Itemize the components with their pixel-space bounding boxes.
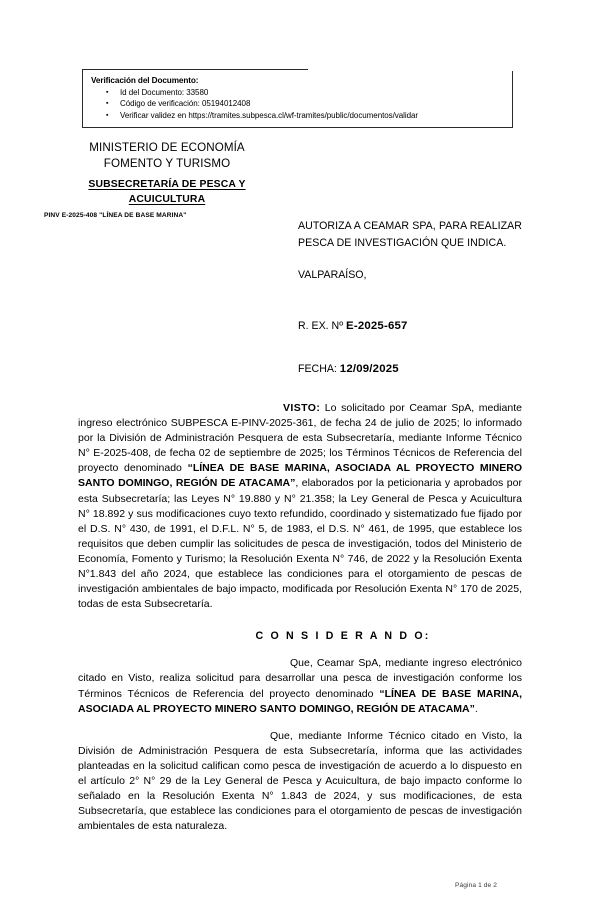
- visto-text-part1: Lo solicitado por Ceamar SpA, mediante ingreso electrónico SUBPESCA E-PINV-2025-361, de fecha 24 de julio de 2025; lo informado por la División de Administración Pesquera de esta Subsecretaría, mediante Informe Técnico N° E-2025-408, de fecha 02 de septiembre de 2025; los Términos Técnicos de Referencia del proyecto denominado: [78, 402, 522, 475]
- document-body: [78, 401, 522, 846]
- paragraph-visto: [78, 401, 522, 612]
- verification-item-text: Código de verificación: 05194012408: [120, 99, 251, 109]
- ministry-name-line2: FOMENTO Y TURISMO: [103, 156, 231, 170]
- bullet-icon: ▪: [106, 89, 109, 96]
- subsecretaria-name: [44, 178, 290, 207]
- pinv-reference: PINV E-2025-408 "LÍNEA DE BASE MARINA": [44, 212, 187, 219]
- project-name-visto: “LÍNEA DE BASE MARINA, ASOCIADA AL PROYECTO MINERO SANTO DOMINGO, REGIÓN DE ATACAMA”: [78, 462, 522, 490]
- resolution-city: VALPARAÍSO,: [298, 269, 367, 281]
- considerando-1-text-part1: Que, Ceamar SpA, mediante ingreso electrónico citado en Visto, realiza solicitud para desarrollar una pesca de investigación conforme los Términos Técnicos de Referencia del proyecto denominado: [78, 657, 522, 700]
- page-footer: [0, 874, 600, 892]
- considerando-heading: C O N S I D E R A N D O:: [255, 630, 431, 643]
- project-name-considerando-1: “LÍNEA DE BASE MARINA, ASOCIADA AL PROYECTO MINERO SANTO DOMINGO, REGIÓN DE ATACAMA”: [78, 687, 522, 715]
- document-verification-box: [82, 69, 513, 128]
- bullet-icon: ▪: [106, 100, 109, 108]
- resolution-number-value: E-2025-657: [346, 319, 408, 332]
- bullet-icon: ▪: [106, 111, 109, 119]
- resolution-heading-block: [298, 218, 522, 377]
- verification-item-url: [91, 110, 506, 121]
- verification-item-text: Verificar validez en https://tramites.subpesca.cl/wf-tramites/public/documentos/validar: [120, 110, 419, 120]
- verification-list: [91, 87, 506, 121]
- resolution-date-line: [298, 361, 522, 377]
- paragraph-considerando-2: [78, 729, 522, 835]
- resolution-subject: AUTORIZA A CEAMAR SPA, PARA REALIZAR PESCA DE INVESTIGACIÓN QUE INDICA.: [298, 220, 522, 249]
- subsecretaria-line2: ACUICULTURA: [128, 193, 206, 205]
- considerando-2-text: Que, mediante Informe Técnico citado en Visto, la División de Administración Pesquera de esta Subsecretaría, informa que las actividades planteadas en la solicitud califican como pesca de investigación de acuerdo a lo dispuesto en el artículo 2° N° 29 de la Ley General de Pesca y Acuicultura, de bajo impacto conforme lo señalado en la Resolución Exenta N° 1.843 de 2024, y sus modificaciones, de esta Subsecretaría, que establece las condiciones para el otorgamiento de pescas de investigación ambientales de esta naturaleza.: [78, 729, 522, 833]
- verification-item-document-id: [91, 87, 506, 98]
- considerando-1-text-part2: .: [474, 702, 478, 715]
- visto-label: VISTO:: [283, 402, 321, 414]
- resolution-date-value: 12/09/2025: [339, 362, 399, 375]
- visto-text-part2: , elaborados por la peticionaria y aprobados por esta Subsecretaría; las Leyes N° 19.880 y N° 21.358; la Ley General de Pesca y Acuicultura N° 18.892 y sus modificaciones cuyo texto refundido, coordinado y sistematizado fue fijado por el D.S. N° 430, de 1991, el D.F.L. N° 5, de 1983, el D.S. N° 461, de 1995, que establece los requisitos que deben cumplir las solicitudes de pesca de investigación, todos del Ministerio de Economía, Fomento y Turismo; la Resolución Exenta N° 746, de 2022 y la Resolución Exenta N°1.843 del año 2024, que establece las condiciones para el otorgamiento de pescas de investigación ambientales de bajo impacto, modificada por Resolución Exenta N° 170 de 2025, todas de esta Subsecretaría.: [78, 477, 522, 611]
- page-number-indicator: Página 1 de 2: [455, 882, 497, 889]
- resolution-number-line: [298, 318, 522, 334]
- verification-title: Verificación del Documento:: [91, 76, 199, 85]
- resolution-number-label: R. EX. Nº: [298, 319, 347, 332]
- letterhead: [44, 140, 290, 219]
- verification-item-code: [91, 98, 506, 109]
- subsecretaria-line1: SUBSECRETARÍA DE PESCA Y: [88, 179, 246, 190]
- paragraph-considerando-1: [78, 656, 522, 716]
- ministry-name-line1: MINISTERIO DE ECONOMÍA: [89, 141, 245, 154]
- verification-item-text: Id del Documento: 33580: [120, 88, 209, 97]
- resolution-date-label: FECHA:: [298, 362, 340, 375]
